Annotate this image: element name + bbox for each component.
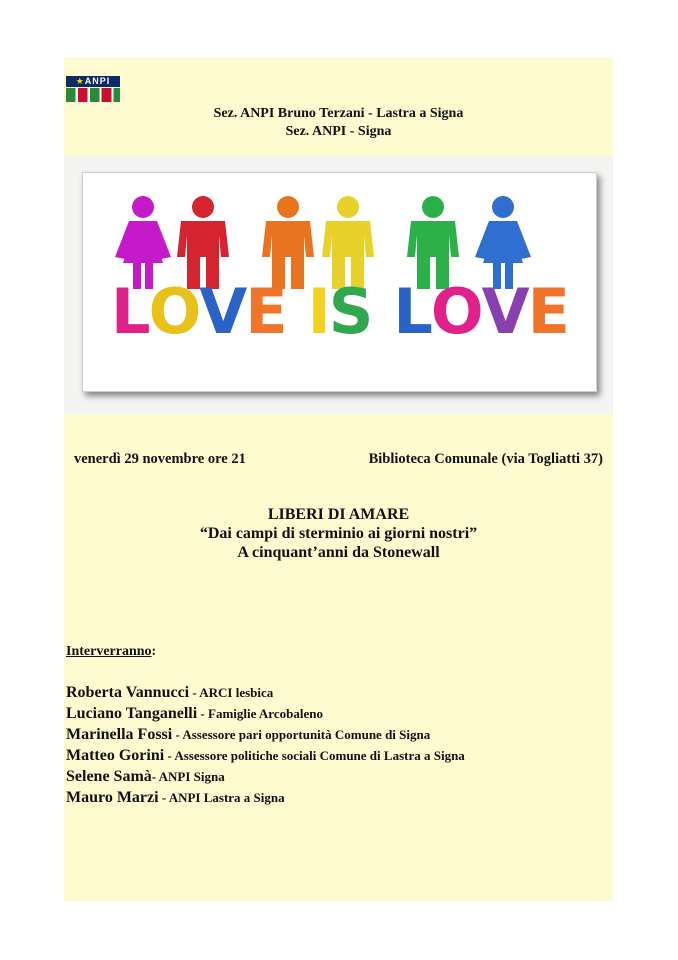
- logo-text: ANPI: [84, 76, 111, 86]
- event-location: Biblioteca Comunale (via Togliatti 37): [368, 451, 603, 467]
- speaker-separator: -: [197, 706, 209, 721]
- speaker-row: [66, 745, 606, 766]
- event-subtitle: “Dai campi di sterminio ai giorni nostri”: [199, 525, 478, 542]
- banner-letter: V: [481, 275, 528, 348]
- banner-letter: E: [245, 275, 286, 348]
- speaker-name: Luciano Tanganelli: [66, 705, 198, 722]
- speakers-label: Interverranno:: [66, 644, 157, 659]
- banner-letter: [371, 277, 393, 347]
- banner-letter: O: [148, 275, 200, 348]
- event-title-block: [64, 505, 613, 562]
- speaker-role: ANPI Signa: [158, 769, 225, 784]
- speaker-separator: -: [172, 727, 183, 742]
- speaker-name: Mauro Marzi: [66, 789, 159, 806]
- speaker-role: Assessore politiche sociali Comune di Lastra a Signa: [174, 748, 465, 763]
- speakers-list: [66, 682, 606, 808]
- event-title: LIBERI DI AMARE: [267, 506, 410, 523]
- banner-card: [82, 172, 597, 392]
- speaker-separator: -: [189, 685, 200, 700]
- speaker-name: Matteo Gorini: [66, 747, 165, 764]
- banner-letter: V: [199, 275, 246, 348]
- speaker-separator: -: [151, 769, 159, 784]
- flag-stripes: [66, 88, 120, 102]
- speaker-separator: -: [164, 748, 175, 763]
- love-is-love-banner: [64, 156, 613, 414]
- star-icon: ★: [75, 76, 85, 86]
- banner-letter: S: [328, 275, 372, 348]
- speaker-name: Roberta Vannucci: [66, 684, 190, 701]
- banner-letter: [286, 277, 308, 347]
- banner-letter: O: [430, 275, 482, 348]
- speaker-separator: -: [158, 790, 169, 805]
- speaker-role: ARCI lesbica: [199, 685, 274, 700]
- speaker-row: [66, 787, 606, 808]
- anpi-logo: [66, 76, 120, 102]
- speaker-row: [66, 766, 606, 787]
- speaker-row: [66, 724, 606, 745]
- speaker-role: ANPI Lastra a Signa: [168, 790, 285, 805]
- banner-letter: I: [307, 275, 329, 348]
- love-is-love-text: [83, 277, 596, 347]
- event-subtitle-2: A cinquant’anni da Stonewall: [237, 544, 440, 561]
- banner-letter: E: [527, 275, 568, 348]
- banner-letter: L: [393, 275, 431, 348]
- speaker-row: [66, 682, 606, 703]
- speaker-role: Assessore pari opportunità Comune di Signa: [182, 727, 431, 742]
- organizer-line-1: Sez. ANPI Bruno Terzani - Lastra a Signa: [213, 106, 464, 121]
- speaker-name: Marinella Fossi: [66, 726, 173, 743]
- organizer-line-2: Sez. ANPI - Signa: [285, 124, 392, 139]
- organizers-header: [64, 105, 613, 141]
- speaker-role: Famiglie Arcobaleno: [208, 706, 323, 721]
- speaker-row: [66, 703, 606, 724]
- banner-letter: L: [111, 275, 149, 348]
- event-date: venerdì 29 novembre ore 21: [74, 451, 246, 467]
- flyer-page: [64, 58, 613, 901]
- speaker-name: Selene Samà: [66, 768, 152, 785]
